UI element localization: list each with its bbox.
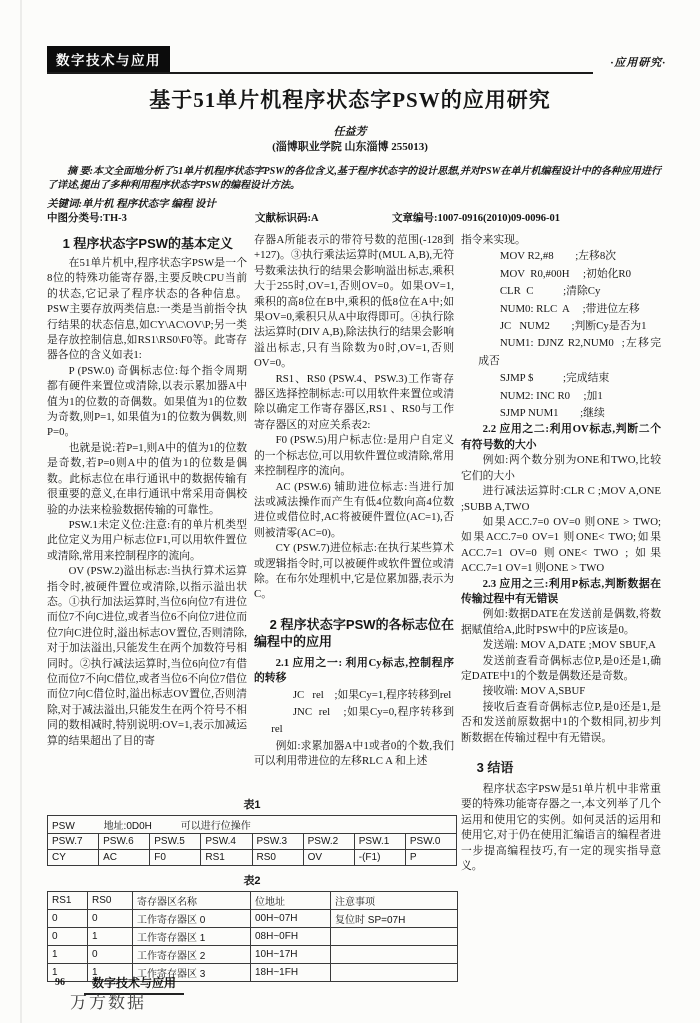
paragraph: CY (PSW.7)进位标志:在执行某些算术或逻辑指令时,可以被硬件或软件置位或清除。在布尔处理机中,它是位累加器,表示为C。	[254, 542, 454, 601]
code-line: NUM0: RLC A ;带进位左移	[499, 302, 640, 315]
table-cell	[331, 964, 458, 982]
keywords: 关键词:单片机 程序状态字 编程 设计	[47, 199, 216, 210]
table-cell: P	[405, 850, 456, 866]
subsection-2-3-heading: 2.3 应用之三:利用P标志,判断数据在传输过程中有无错误	[461, 577, 661, 605]
table-cell: 工作寄存器区 2	[133, 946, 251, 964]
page-number: 96	[55, 977, 65, 988]
table-cell: 工作寄存器区 3	[133, 964, 251, 982]
table-cell: 10H~17H	[251, 946, 331, 964]
paragraph: RS1、RS0 (PSW.4、PSW.3)工作寄存器区选择控制标志:可以用软件来置位或清除以确定工作寄存器区,RS1 、RS0与工作寄存器区的对应关系表2:	[254, 372, 454, 431]
table-cell: PSW.1	[354, 834, 405, 850]
clc-number: 中图分类号:TH-3	[47, 213, 127, 224]
table-cell: 1	[88, 928, 133, 946]
masthead-rule	[47, 72, 593, 74]
table-cell: 工作寄存器区 0	[133, 910, 251, 928]
table-cell	[331, 928, 458, 946]
table-cell: CY	[48, 850, 99, 866]
author-name: 任益芳	[333, 126, 367, 138]
table-cell: RS0	[252, 850, 303, 866]
table-cell: 1	[88, 964, 133, 982]
paragraph: 程序状态字PSW是51单片机中非常重要的特殊功能寄存器之一,本文列举了几个运用和使用它的实例。如何灵活的运用和使用它,对于仍在使用汇编语言的编程者进一步提高编程技巧,有一定的现实指导意义。	[461, 783, 661, 873]
article-number: 文章编号:1007-0916(2010)09-0096-01	[392, 213, 560, 224]
table-cell: PSW.6	[99, 834, 150, 850]
paragraph: PSW.1未定义位:注意:有的单片机类型此位定义为用户标志位F1,可以用软件置位或清除,常用来控制程序的流向。	[47, 518, 247, 562]
section-2-heading: 2 程序状态字PSW的各标志位在编程中的应用	[254, 616, 454, 649]
psw-note: 可以进行位操作	[180, 821, 251, 832]
article-title: 基于51单片机程序状态字PSW的应用研究	[149, 88, 551, 112]
table-cell: 08H~0FH	[251, 928, 331, 946]
table-header-row	[48, 892, 458, 910]
table-register-banks	[47, 891, 458, 982]
paragraph: 例如:数据DATE在发送前是偶数,将数据赋值给A,此时PSW中的P应该是0。	[461, 608, 661, 636]
paragraph: 在51单片机中,程序状态字PSW是一个8位的特殊功能寄存器,主要反映CPU当前的状态,它记录了程序状态的各种信息。PSW主要存放两类信息:一类是当前指令执行结果的状态信息,如CY\AC\OV\P;另一类是存放控制信息,如RS1\RS0\F0等。此寄存器各位的含义如表1:	[47, 257, 247, 362]
table-row	[48, 816, 457, 834]
table-cell: 1	[48, 946, 88, 964]
table-cell: 0	[48, 910, 88, 928]
code-line: CLR C ;清除Cy	[499, 285, 601, 298]
paragraph: 接收后查看奇偶标志位P,是0还是1,是否和发送前原数据中1的个数相同,初步判断数据在传输过程中有无错误。	[461, 700, 661, 744]
code-line: JC rel ;如果Cy=1,程序转移到rel	[292, 688, 452, 701]
footer-journal-name: 数字技术与应用	[84, 974, 184, 995]
table-cell: F0	[150, 850, 201, 866]
table-cell: PSW.0	[405, 834, 456, 850]
classification-row	[47, 210, 661, 225]
table-cell: OV	[303, 850, 354, 866]
table-1-label: 表1	[243, 799, 261, 811]
column-2	[254, 233, 454, 796]
code-line: NUM2: INC R0 ;加1	[499, 389, 603, 402]
table-cell: -(F1)	[354, 850, 405, 866]
table-cell: 0	[88, 910, 133, 928]
table-cell: 0	[48, 928, 88, 946]
tables-area	[47, 795, 457, 982]
table-cell: 复位时 SP=07H	[331, 910, 458, 928]
paragraph: 如果ACC.7=0 OV=0 则ONE > TWO; 如果ACC.7=0 OV=1 则ONE< TWO;如果ACC.7=1 OV=0 则ONE< TWO ; 如果ACC.7=1 OV=1 则ONE > TWO	[461, 515, 661, 575]
table-row	[48, 910, 458, 928]
subsection-2-2-heading: 2.2 应用之二:利用OV标志,判断二个有符号数的大小	[461, 423, 661, 451]
author-affiliation: (淄博职业学院 山东淄博 255013)	[272, 141, 428, 153]
paragraph: 接收端: MOV A,SBUF	[482, 685, 586, 698]
paragraph: 也就是说:若P=1,则A中的值为1的位数是奇数,若P=0则A中的值为1的位数是偶数。此标志位在串行通讯中的数据传输有很重要的意义,在串行通讯中常采用奇偶校验的办法来检验数据传输的可靠性。	[47, 441, 247, 516]
paragraph: 指令来实现。	[461, 234, 526, 246]
paragraph: P (PSW.0) 奇偶标志位:每个指令周期都有硬件来置位或清除,以表示累加器A中值为1的位数的奇偶数。如果值为1的位数为奇数,则P=1, 如果值为1的位数为偶数,则P=0。	[47, 364, 247, 439]
table-psw-bits	[47, 815, 457, 866]
table-2-label: 表2	[243, 875, 261, 887]
code-line: JNC rel ;如果Cy=0,程序转移到rel	[271, 705, 454, 736]
paragraph: 发送前查看奇偶标志位P,是0还是1,确定DATE中1的个数是偶数还是奇数。	[461, 654, 661, 682]
journal-badge: 数字技术与应用	[47, 46, 170, 73]
table-cell: PSW.7	[48, 834, 99, 850]
code-line: SJMP NUM1 ;继续	[499, 407, 605, 420]
psw-address: 地址:0D0H	[103, 821, 152, 832]
table-cell: RS1	[201, 850, 252, 866]
paragraph: 例如:两个数分别为ONE和TWO,比较它们的大小	[461, 454, 661, 482]
code-line: MOV R0,#00H ;初始化R0	[499, 267, 632, 280]
code-line: NUM1: DJNZ R2,NUM0 ;左移完成否	[478, 337, 661, 367]
abstract: 摘 要:本文全面地分析了51单片机程序状态字PSW的各位含义,基于程序状态字的设计思想,并对PSW在单片机编程设计中的各种应用进行了详述,提出了多种利用程序状态字PSW的编程设计方法。	[47, 166, 661, 191]
table-cell: 1	[48, 964, 88, 982]
table-header-cell: 位地址	[251, 892, 331, 910]
table-row	[48, 850, 457, 866]
table-cell	[331, 946, 458, 964]
psw-name: PSW	[52, 821, 75, 832]
table-header-cell: RS0	[88, 892, 133, 910]
code-line: JC NUM2 ;判断Cy是否为1	[499, 320, 647, 333]
code-line: MOV R2,#8 ;左移8次	[499, 250, 617, 263]
table-cell: 工作寄存器区 1	[133, 928, 251, 946]
code-line: SJMP $ ;完成结束	[499, 372, 610, 385]
paragraph: AC (PSW.6) 辅助进位标志:当进行加法或减法操作而产生有低4位数向高4位数进位或借位时,AC将被硬件置位(AC=1),否则被清零(AC=0)。	[254, 480, 454, 539]
paragraph: OV (PSW.2)溢出标志:当执行算术运算指令时,被硬件置位或清除,以指示溢出状态。①执行加法运算时,当位6向位7有进位而位7不向C进位,或者当位6不向位7进位而位7向C进位时,溢出标志OV置位,否则清除,对于加法溢出,只能发生在两个加数符号相同时。②执行减法运算时,当位6向位7有借位而位7不向C借位,或者当位6不向位7借位而位7向C借位时,溢出标志OV置位,否则清除,对于减法溢出,只能发生在两个符号不相同的数相减时,特别说明:OV=1,表示加减运算的结果超出了目的寄	[47, 565, 247, 747]
subsection-2-1-heading: 2.1 应用之一: 利用Cy标志,控制程序的转移	[254, 656, 454, 685]
table-cell: 0	[88, 946, 133, 964]
table-cell	[48, 816, 457, 834]
table-cell: 18H~1FH	[251, 964, 331, 982]
section-1-heading: 1 程序状态字PSW的基本定义	[62, 236, 234, 251]
paragraph: 例如:求累加器A中1或者0的个数,我们可以利用带进位的左移RLC A 和上述	[254, 739, 454, 768]
paragraph: 存器A所能表示的带符号数的范围(-128到+127)。③执行乘法运算时(MUL A,B),无符号数乘法执行的结果会影响溢出标志,乘积大于255时,OV=1,否则OV=0。如果OV=1,乘积的高8位在B中,乘积的低8位在A中;如果OV=0,乘积只从A中取得即可。④执行除法运算时(DIV A,B),除法执行的结果会影响溢出标志,只有当除数为0时,OV=1,否则OV=0。	[254, 234, 454, 370]
table-header-cell: 寄存器区名称	[133, 892, 251, 910]
table-cell: AC	[99, 850, 150, 866]
table-row	[48, 946, 458, 964]
table-header-cell: 注意事项	[331, 892, 458, 910]
table-header-cell: RS1	[48, 892, 88, 910]
table-cell: PSW.2	[303, 834, 354, 850]
paragraph: 发送端: MOV A,DATE ;MOV SBUF,A	[482, 639, 656, 652]
section-3-heading: 3 结语	[476, 760, 514, 775]
table-cell: PSW.4	[201, 834, 252, 850]
table-row	[48, 834, 457, 850]
section-label: ·应用研究·	[610, 57, 666, 69]
paragraph: 进行减法运算时:CLR C ;MOV A,ONE ;SUBB A,TWO	[461, 485, 661, 513]
column-1	[47, 233, 247, 796]
wanfang-watermark: 万方数据	[70, 993, 146, 1012]
document-code: 文献标识码:A	[255, 213, 319, 224]
table-cell: 00H~07H	[251, 910, 331, 928]
table-cell: PSW.3	[252, 834, 303, 850]
table-cell: PSW.5	[150, 834, 201, 850]
paragraph: F0 (PSW.5)用户标志位:是用户自定义的一个标志位,可以用软件置位或清除,常用来控制程序的流向。	[254, 434, 454, 478]
table-row	[48, 928, 458, 946]
column-3	[461, 233, 661, 965]
